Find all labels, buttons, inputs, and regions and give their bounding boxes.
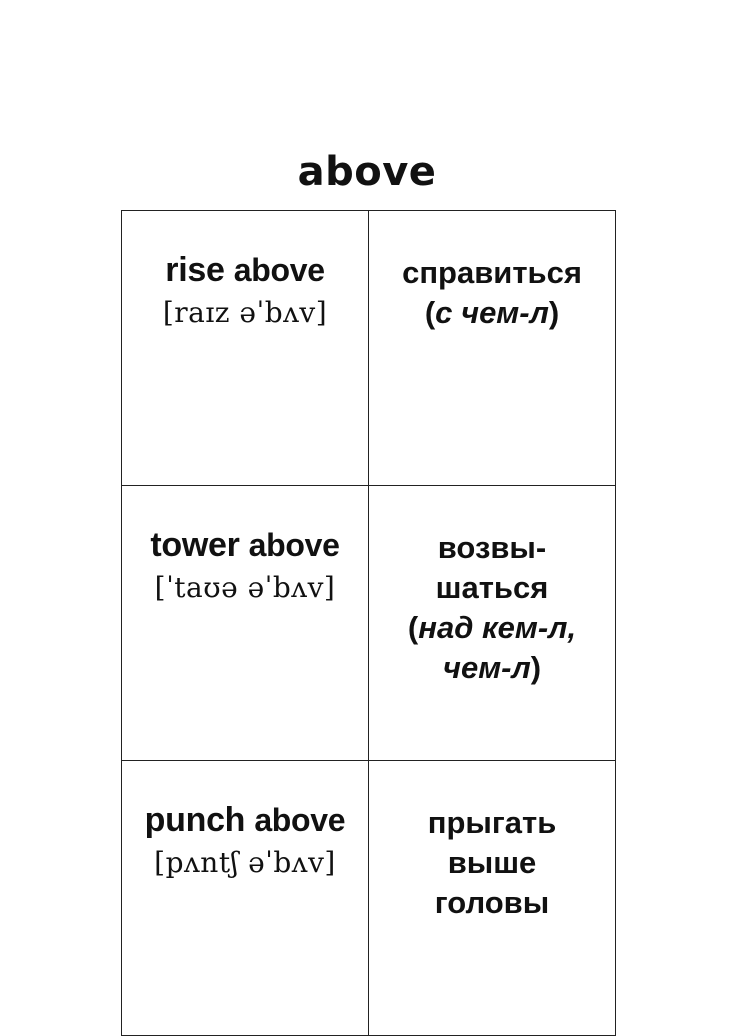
translation (369, 528, 615, 688)
term-cell (122, 211, 369, 486)
phrase-verb: rise (165, 251, 225, 289)
transcription: [raɪz əˈbʌv] (162, 296, 328, 329)
translation-line (369, 608, 615, 648)
table-row (122, 761, 616, 1036)
translation-line (369, 528, 615, 568)
translation-line (369, 293, 615, 333)
term-cell (122, 486, 369, 761)
translation-main: прыгать (427, 805, 557, 840)
translation-line (369, 803, 615, 843)
translation-open: ( (424, 295, 436, 330)
translation-main: справиться (402, 255, 582, 290)
phrase (122, 801, 368, 839)
translation-cell (369, 486, 616, 761)
transcription: [ˈtaʊə əˈbʌv] (154, 571, 336, 604)
phrase-verb: tower (150, 526, 240, 564)
translation-close: ) (530, 650, 542, 685)
term-cell (122, 761, 369, 1036)
translation-close: ) (548, 295, 560, 330)
phrase-particle: above (254, 802, 346, 838)
translation-main: возвы- (437, 530, 547, 565)
translation-cell (369, 761, 616, 1036)
translation-line (369, 843, 615, 883)
translation-note: с чем-л (435, 295, 549, 330)
translation (369, 803, 615, 923)
translation-main: шаться (435, 570, 549, 605)
page-title: above (297, 149, 437, 195)
translation-line (369, 883, 615, 923)
translation (369, 253, 615, 333)
translation-main: выше (447, 845, 537, 880)
translation-open: ( (407, 610, 419, 645)
translation-line (369, 253, 615, 293)
translation-line (369, 568, 615, 608)
table-row (122, 486, 616, 761)
translation-line (369, 648, 615, 688)
phrase-verb: punch (144, 801, 246, 839)
phrase (122, 251, 368, 289)
translation-note: чем-л (442, 650, 531, 685)
phrase (122, 526, 368, 564)
phrase-particle: above (248, 527, 340, 563)
translation-main: головы (434, 885, 550, 920)
translation-cell (369, 211, 616, 486)
phrase-particle: above (233, 252, 325, 288)
translation-note: над кем-л, (418, 610, 577, 645)
phrasal-verb-table (121, 210, 616, 1036)
transcription: [pʌntʃ əˈbʌv] (154, 846, 336, 879)
table-row (122, 211, 616, 486)
